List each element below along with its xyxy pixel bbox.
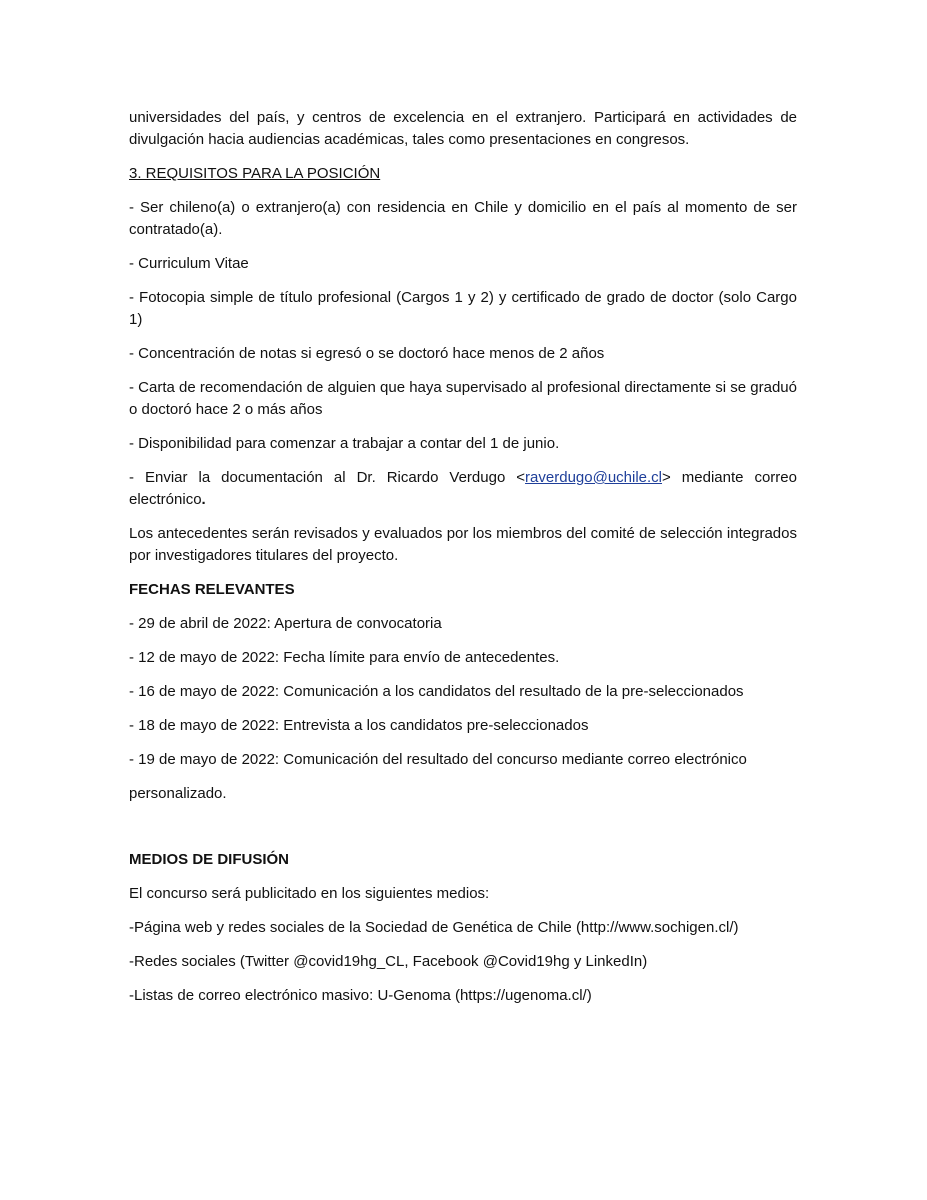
requirement-item: - Fotocopia simple de título profesional (Cargos 1 y 2) y certificado de grado de doctor (solo Cargo 1) — [129, 289, 797, 328]
send-suffix: > mediante correo electrónico — [129, 469, 797, 508]
send-end: . — [201, 491, 206, 508]
media-item: -Redes sociales (Twitter @covid19hg_CL, Facebook @Covid19hg y LinkedIn) — [129, 953, 648, 970]
media-item: -Listas de correo electrónico masivo: U-Genoma (https://ugenoma.cl/) — [129, 987, 592, 1004]
review-paragraph: Los antecedentes serán revisados y evaluados por los miembros del comité de selección integrados por investigadores titulares del proyecto. — [129, 525, 797, 564]
media-item: -Página web y redes sociales de la Sociedad de Genética de Chile (http://www.sochigen.cl/) — [129, 919, 739, 936]
email-link[interactable]: raverdugo@uchile.cl — [525, 469, 663, 486]
requirement-item: - Carta de recomendación de alguien que haya supervisado al profesional directamente si se graduó o doctoró hace 2 o más años — [129, 379, 797, 418]
requirement-item: - Disponibilidad para comenzar a trabajar a contar del 1 de junio. — [129, 435, 560, 452]
media-heading: MEDIOS DE DIFUSIÓN — [129, 851, 290, 868]
date-item: - 19 de mayo de 2022: Comunicación del resultado del concurso mediante correo electrónico — [129, 751, 747, 768]
media-intro: El concurso será publicitado en los siguientes medios: — [129, 885, 490, 902]
document-page — [129, 107, 797, 1019]
date-item: - 18 de mayo de 2022: Entrevista a los candidatos pre-seleccionados — [129, 717, 589, 734]
date-item: - 16 de mayo de 2022: Comunicación a los candidatos del resultado de la pre-seleccionados — [129, 683, 744, 700]
send-documents-item — [129, 467, 797, 511]
send-prefix: - Enviar la documentación al Dr. Ricardo Verdugo < — [129, 469, 526, 486]
dates-heading: FECHAS RELEVANTES — [129, 581, 295, 598]
requirement-item: - Ser chileno(a) o extranjero(a) con residencia en Chile y domicilio en el país al momento de ser contratado(a). — [129, 199, 797, 238]
date-item: - 29 de abril de 2022: Apertura de convocatoria — [129, 615, 442, 632]
date-continuation: personalizado. — [129, 785, 227, 802]
requirements-heading: 3. REQUISITOS PARA LA POSICIÓN — [129, 165, 381, 182]
intro-paragraph: universidades del país, y centros de excelencia en el extranjero. Participará en actividades de divulgación hacia audiencias académicas, tales como presentaciones en congresos. — [129, 109, 797, 148]
requirement-item: - Curriculum Vitae — [129, 255, 249, 272]
date-item: - 12 de mayo de 2022: Fecha límite para envío de antecedentes. — [129, 649, 560, 666]
requirement-item: - Concentración de notas si egresó o se doctoró hace menos de 2 años — [129, 345, 605, 362]
